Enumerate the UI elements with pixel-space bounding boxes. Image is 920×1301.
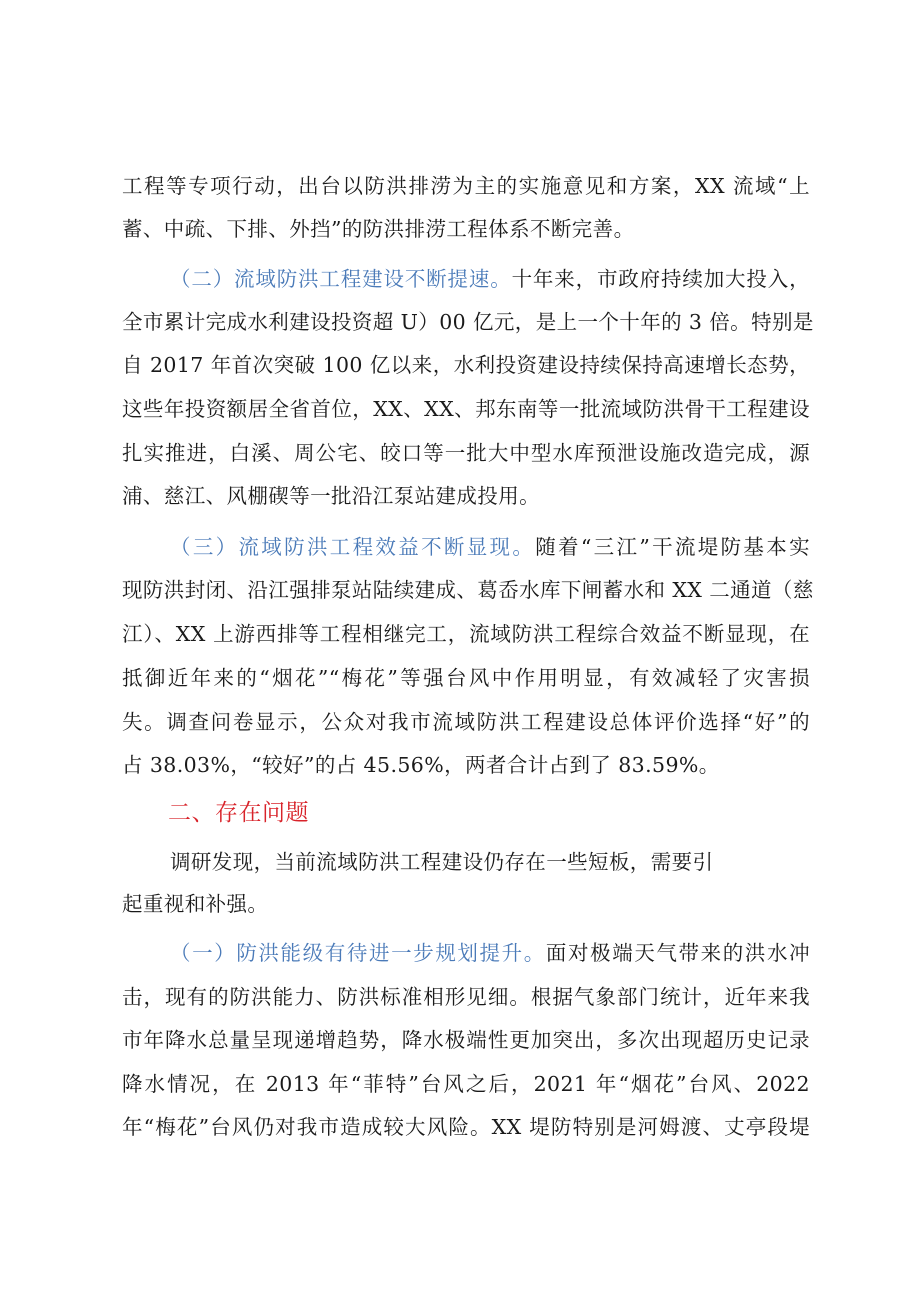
paragraph-6-first-line [170,937,810,969]
text-line: 降水情况，在 2013 年“菲特”台风之后，2021 年“烟花”台风、2022 [122,1072,810,1096]
text-line: 全市累计完成水利建设投资超 U）00 亿元，是上一个十年的 3 倍。特别是 [122,310,814,334]
text-line: 年“梅花”台风仍对我市造成较大风险。XX 堤防特别是河姆渡、丈亭段堤 [122,1115,810,1139]
paragraph-3-first-line [170,531,810,563]
text-line: 抵御近年来的“烟花”“梅花”等强台风中作用明显，有效减轻了灾害损 [122,666,810,690]
text-line: 现防洪封闭、沿江强排泵站陆续建成、葛岙水库下闸蓄水和 XX 二通道（慈 [122,578,814,602]
text-line: 起重视和补强。 [122,892,269,916]
text-line: 扎实推进，白溪、周公宅、皎口等一批大中型水库预泄设施改造完成，源 [122,441,810,465]
text-line: 工程等专项行动，出台以防洪排涝为主的实施意见和方案，XX 流域“上 [122,174,810,198]
text-run: 随着“三江”干流堤防基本实 [535,535,810,559]
text-line: 市年降水总量呈现递增趋势，降水极端性更加突出，多次出现超历史记录 [122,1028,810,1052]
section-subheading: （三）流域防洪工程效益不断显现。 [170,535,536,559]
text-run: 十年来，市政府持续加大投入， [511,267,810,291]
paragraph-2-first-line [170,263,810,295]
text-line: 这些年投资额居全省首位，XX、XX、邦东南等一批流域防洪骨干工程建设 [122,397,810,421]
text-line: 浦、慈江、风棚碶等一批沿江泵站建成投用。 [122,484,540,508]
text-line: 自 2017 年首次突破 100 亿以来，水利投资建设持续保持高速增长态势， [122,353,810,377]
text-line: 占 38.03%，“较好”的占 45.56%，两者合计占到了 83.59%。 [122,753,720,777]
text-line: 调研发现，当前流域防洪工程建设仍存在一些短板，需要引 [170,850,714,874]
section-subheading: （一）防洪能级有待进一步规划提升。 [170,941,546,965]
section-subheading: （二）流域防洪工程建设不断提速。 [170,267,512,291]
section-heading: 二、存在问题 [168,800,309,826]
text-line: 蓄、中疏、下排、外挡”的防洪排涝工程体系不断完善。 [122,217,635,241]
text-run: 面对极端天气带来的洪水冲 [545,941,810,965]
text-line: 江）、XX 上游西排等工程相继完工，流域防洪工程综合效益不断显现，在 [122,622,810,646]
text-line: 击，现有的防洪能力、防洪标准相形见细。根据气象部门统计，近年来我 [122,985,810,1009]
text-line: 失。调查问卷显示，公众对我市流域防洪工程建设总体评价选择“好”的 [122,710,810,734]
